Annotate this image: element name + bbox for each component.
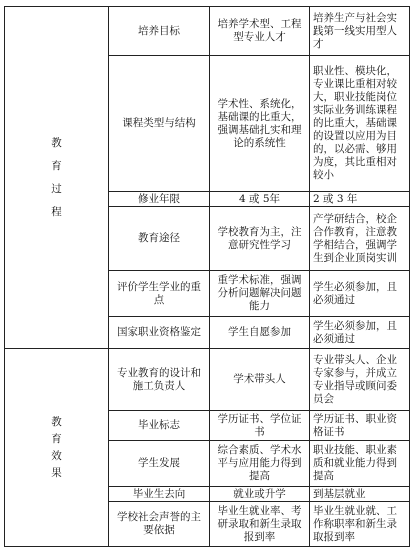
- section-label-outcome: [5, 349, 109, 547]
- aspect-cell: 学生发展: [109, 441, 210, 487]
- aspect-cell: 培养目标: [109, 7, 210, 56]
- vocational-cell: 学生必须参加，且必须通过: [310, 271, 410, 317]
- academic-cell: 学生自愿参加: [210, 317, 310, 349]
- vocational-cell: 专业带头人、企业专家参与，并成立专业指导或顾问委员会: [310, 349, 410, 411]
- section-label-char: 果: [51, 466, 62, 479]
- aspect-cell: 国家职业资格鉴定: [109, 317, 210, 349]
- table-row: [5, 7, 410, 56]
- vocational-cell: 职业技能、职业素质和就业能力得到提高: [310, 441, 410, 487]
- table-row: [5, 349, 410, 411]
- vocational-cell: 毕业生就业就、工作称职率和新生录取报到率: [310, 502, 410, 547]
- aspect-cell: 评价学生学业的重点: [109, 271, 210, 317]
- aspect-cell: 专业教育的设计和施工负责人: [109, 349, 210, 411]
- aspect-cell: 修业年限: [109, 192, 210, 207]
- section-label-char: 程: [51, 205, 62, 218]
- section-label-char: 过: [51, 182, 62, 195]
- academic-cell: 就业或升学: [210, 487, 310, 502]
- comparison-table: [4, 6, 410, 547]
- section-label-char: 效: [51, 449, 62, 462]
- section-label-char: 教: [51, 136, 62, 149]
- academic-cell: 综合素质、学术水平与应用能力得到提高: [210, 441, 310, 487]
- academic-cell: 培养学术型、工程型专业人才: [210, 7, 310, 56]
- academic-cell: 毕业生就业率、考研录取和新生录取报到率: [210, 502, 310, 547]
- vocational-cell: 学历证书、职业资格证书: [310, 411, 410, 441]
- vocational-cell: 产学研结合，校企合作教育，注意教学相结合，强调学生到企业顶岗实训: [310, 207, 410, 271]
- aspect-cell: 教育途径: [109, 207, 210, 271]
- academic-cell: 学术性、系统化，基础课的比重大，强调基础扎实和理论的系统性: [210, 56, 310, 192]
- aspect-cell: 毕业生去向: [109, 487, 210, 502]
- section-label-char: 教: [51, 415, 62, 428]
- section-label-process: [5, 7, 109, 349]
- vocational-cell: 2 或 3 年: [310, 192, 410, 207]
- vocational-cell: 到基层就业: [310, 487, 410, 502]
- academic-cell: 重学术标准，强调分析问题解决问题能力: [210, 271, 310, 317]
- aspect-cell: 学校社会声誉的主要依据: [109, 502, 210, 547]
- academic-cell: 4 或 5年: [210, 192, 310, 207]
- academic-cell: 学历证书、学位证书: [210, 411, 310, 441]
- vocational-cell: 培养生产与社会实践第一线实用型人才: [310, 7, 410, 56]
- section-label-char: 育: [51, 432, 62, 445]
- section-label-char: 育: [51, 159, 62, 172]
- academic-cell: 学校教育为主，注意研究性学习: [210, 207, 310, 271]
- vocational-cell: 学生必须参加，且必须通过: [310, 317, 410, 349]
- aspect-cell: 课程类型与结构: [109, 56, 210, 192]
- academic-cell: 学术带头人: [210, 349, 310, 411]
- vocational-cell: 职业性、模块化，专业课比重相对较大，职业技能岗位实际业务训练课程的比重大，基础课的设置以应用为目的，以必需、够用为度，其比重相对较小: [310, 56, 410, 192]
- aspect-cell: 毕业标志: [109, 411, 210, 441]
